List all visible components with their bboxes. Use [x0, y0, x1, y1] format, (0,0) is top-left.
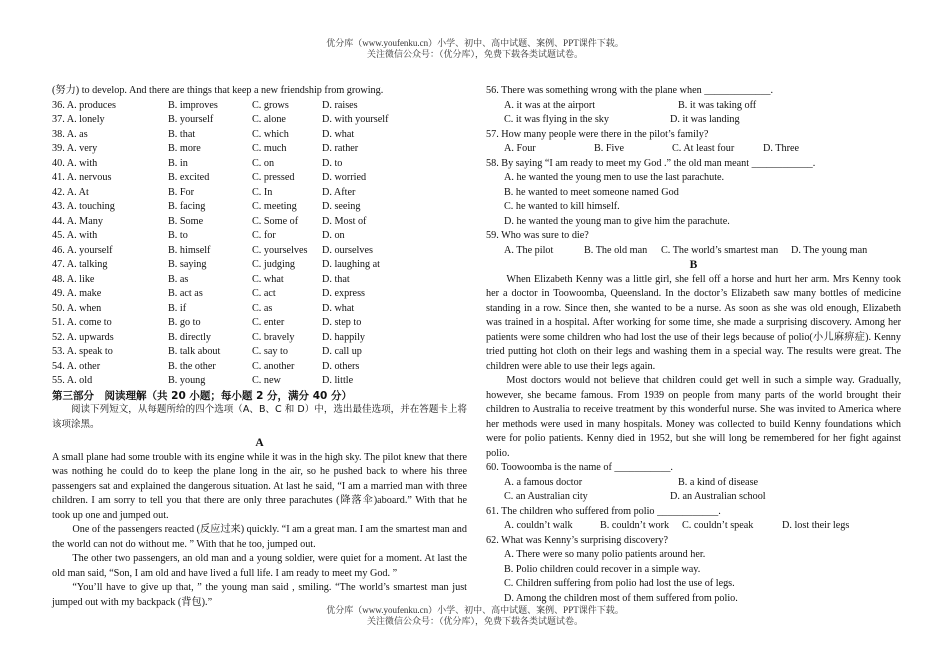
cloze-option-d: D. laughing at	[322, 259, 381, 270]
cloze-option-d: D. that	[322, 273, 350, 285]
q61-option-b: B. couldn’t work	[600, 520, 670, 531]
cloze-option-b: B. in	[168, 157, 188, 169]
q59-options-row	[486, 244, 901, 259]
cloze-row	[52, 113, 467, 128]
cloze-option-a: 50. A. when	[52, 302, 102, 314]
cloze-option-b: B. to	[168, 230, 188, 241]
left-column	[52, 84, 467, 610]
cloze-option-d: D. Most of	[322, 215, 367, 227]
cloze-option-c: C. yourselves	[252, 244, 308, 256]
cloze-option-b: B. saying	[168, 259, 207, 270]
cloze-option-b: B. excited	[168, 172, 210, 183]
cloze-option-d: D. little	[322, 375, 354, 386]
page-footer	[0, 605, 950, 627]
cloze-option-d: D. what	[322, 128, 355, 140]
q61-option-c: C. couldn’t speak	[682, 520, 754, 531]
cloze-option-a: 37. A. lonely	[52, 114, 105, 125]
q62-option-a: A. There were so many polio patients around her.	[504, 549, 706, 560]
q57-stem: 57. How many people were there in the pilot’s family?	[486, 128, 709, 140]
passage-a-para-1: A small plane had some trouble with its engine while it was in the high sky. The pilot knew that there was nothing he could do to keep the plane long in the air, so he pushed back to where his three passengers sat and explained the dangerous situation. At last he said, “I am a married man with three children. I am sorry to tell you that there are only three parachutes (降落伞)aboard.” With that he took up one and jumped out.	[52, 451, 467, 521]
cloze-option-d: D. seeing	[322, 201, 361, 212]
q58-option-b: B. he wanted to meet someone named God	[504, 186, 679, 198]
cloze-option-c: C. bravely	[252, 331, 295, 343]
cloze-option-c: C. new	[252, 375, 281, 386]
q62-option-b: B. Polio children could recover in a simple way.	[504, 563, 701, 575]
page-header	[0, 38, 950, 60]
q58-option-c: C. he wanted to kill himself.	[504, 201, 620, 212]
cloze-option-c: C. act	[252, 288, 276, 299]
cloze-option-d: D. call up	[322, 346, 362, 357]
cloze-option-b: B. young	[168, 375, 206, 386]
q61-stem: 61. The children who suffered from polio ____________.	[486, 505, 721, 517]
cloze-option-b: B. go to	[168, 317, 201, 328]
q58-stem: 58. By saying “I am ready to meet my God .” the old man meant ____________.	[486, 157, 816, 169]
cloze-option-a: 49. A. make	[52, 288, 102, 299]
q60-option-c: C. an Australian city	[504, 491, 588, 502]
cloze-row	[52, 229, 467, 244]
cloze-option-a: 46. A. yourself	[52, 244, 113, 256]
passage-a-label: A	[255, 437, 264, 449]
cloze-option-a: 47. A. talking	[52, 259, 108, 270]
cloze-option-b: B. directly	[168, 331, 212, 343]
cloze-row	[52, 171, 467, 186]
cloze-row	[52, 186, 467, 201]
header-line-1: 优分库（www.youfenku.cn）小学、初中、高中试题、案例、PPT课件下载。	[326, 38, 624, 48]
q57-option-d: D. Three	[763, 143, 800, 154]
cloze-option-b: B. improves	[168, 99, 218, 111]
cloze-option-c: C. what	[252, 273, 284, 285]
cloze-option-d: D. raises	[322, 99, 358, 111]
cloze-option-c: C. on	[252, 157, 275, 169]
passage-a-para-3: The other two passengers, an old man and a young soldier, were quiet for a moment. At last the old man said, “Son, I am old and have lived a full life. I am ready to meet my God. ”	[52, 553, 467, 579]
cloze-option-a: 38. A. as	[52, 128, 88, 140]
passage-b-para-2: Most doctors would not believe that children could get well in such a simple way. Gradually, however, she became famous. From 1939 on people from many parts of the world brought their children to Australia to receive treatment by this wonderful nurse. She was invited to America where her methods were used in many hospitals. Money was collected to build Kenny foundations which were for polio patients. Kenny died in 1952, but she will long be remembered for her fight against polio.	[486, 375, 901, 459]
passage-b-label: B	[689, 259, 698, 271]
cloze-option-a: 55. A. old	[52, 375, 93, 386]
intro-line: (努力) to develop. And there are things that keep a new friendship from growing.	[52, 85, 384, 96]
q60-option-b: B. a kind of disease	[678, 476, 759, 488]
q59-option-b: B. The old man	[584, 244, 648, 256]
cloze-option-b: B. himself	[168, 244, 211, 256]
cloze-row	[52, 273, 467, 288]
cloze-option-c: C. which	[252, 128, 289, 140]
q57-option-a: A. Four	[504, 143, 536, 154]
q59-option-a: A. The pilot	[504, 244, 554, 256]
cloze-option-c: C. In	[252, 186, 273, 198]
q62-option-c: C. Children suffering from polio had lost the use of legs.	[504, 578, 735, 589]
passage-a-para-2: One of the passengers reacted (反应过来) quickly. “I am a great man. I am the smartest man and the world can not do without me. ” With that he too, jumped out.	[52, 524, 467, 550]
cloze-row	[52, 316, 467, 331]
cloze-option-b: B. that	[168, 128, 196, 140]
cloze-row	[52, 345, 467, 360]
cloze-option-a: 51. A. come to	[52, 317, 112, 328]
cloze-option-c: C. judging	[252, 259, 296, 270]
cloze-option-c: C. much	[252, 143, 287, 154]
cloze-option-a: 36. A. produces	[52, 99, 116, 111]
cloze-option-c: C. enter	[252, 317, 285, 328]
cloze-option-b: B. more	[168, 143, 201, 154]
cloze-row	[52, 142, 467, 157]
cloze-option-a: 53. A. speak to	[52, 346, 113, 357]
cloze-option-b: B. if	[168, 302, 187, 314]
cloze-option-d: D. step to	[322, 317, 362, 328]
cloze-option-b: B. talk about	[168, 346, 221, 357]
cloze-option-b: B. facing	[168, 201, 206, 212]
q58-option-d: D. he wanted the young man to give him the parachute.	[504, 215, 730, 227]
q56-options-row-1	[486, 99, 901, 114]
cloze-option-a: 52. A. upwards	[52, 331, 114, 343]
cloze-row	[52, 374, 467, 389]
q57-options-row	[486, 142, 901, 157]
cloze-option-b: B. Some	[168, 215, 204, 227]
cloze-option-a: 54. A. other	[52, 360, 101, 372]
cloze-option-a: 41. A. nervous	[52, 172, 112, 183]
cloze-option-d: D. After	[322, 186, 356, 198]
footer-line-1: 优分库（www.youfenku.cn）小学、初中、高中试题、案例、PPT课件下载。	[326, 605, 624, 615]
q60-stem: 60. Toowoomba is the name of ___________.	[486, 462, 673, 473]
cloze-option-a: 44. A. Many	[52, 215, 103, 227]
cloze-options-list	[52, 99, 467, 389]
footer-line-2: 关注微信公众号：（优分库），免费下载各类试题试卷。	[366, 616, 583, 626]
cloze-option-c: C. for	[252, 230, 276, 241]
instruction: 阅读下列短文，从每题所给的四个选项（A、B、C 和 D）中，选出最佳选项，并在答题卡上将该项涂黑。	[52, 404, 467, 430]
cloze-row	[52, 331, 467, 346]
cloze-option-d: D. on	[322, 230, 345, 241]
cloze-option-b: B. yourself	[168, 114, 214, 125]
q56-option-c: C. it was flying in the sky	[504, 114, 609, 125]
passage-a-para-4: “You’ll have to give up that, ” the young man said , smiling. “The world’s smartest man just jumped out with my backpack (背包).”	[52, 582, 467, 608]
q59-option-c: C. The world’s smartest man	[661, 244, 779, 256]
cloze-option-d: D. to	[322, 157, 343, 169]
cloze-option-d: D. happily	[322, 331, 366, 343]
q60-options-row-2	[486, 490, 901, 505]
q59-option-d: D. The young man	[791, 244, 868, 256]
cloze-row	[52, 157, 467, 172]
cloze-option-d: D. what	[322, 302, 355, 314]
cloze-option-d: D. express	[322, 288, 366, 299]
cloze-option-b: B. For	[168, 186, 195, 198]
cloze-option-d: D. rather	[322, 143, 359, 154]
cloze-option-c: C. pressed	[252, 172, 295, 183]
cloze-option-c: C. another	[252, 360, 295, 372]
q56-options-row-2	[486, 113, 901, 128]
cloze-option-d: D. others	[322, 360, 360, 372]
q57-option-b: B. Five	[594, 143, 625, 154]
cloze-row	[52, 99, 467, 114]
section-title: 第三部分 阅读理解（共 20 小题；每小题 2 分，满分 40 分）	[52, 389, 352, 402]
cloze-option-d: D. worried	[322, 172, 367, 183]
cloze-row	[52, 200, 467, 215]
cloze-option-c: C. say to	[252, 346, 288, 357]
cloze-option-c: C. alone	[252, 114, 286, 125]
q62-stem: 62. What was Kenny’s surprising discovery?	[486, 534, 669, 546]
cloze-row	[52, 360, 467, 375]
right-column	[486, 84, 901, 606]
cloze-row	[52, 302, 467, 317]
cloze-option-b: B. the other	[168, 360, 216, 372]
cloze-option-a: 43. A. touching	[52, 201, 115, 212]
q62-option-d: D. Among the children most of them suffered from polio.	[504, 592, 738, 604]
cloze-option-c: C. Some of	[252, 215, 299, 227]
q59-stem: 59. Who was sure to die?	[486, 230, 589, 241]
cloze-option-a: 45. A. with	[52, 230, 98, 241]
cloze-row	[52, 258, 467, 273]
passage-b-para-1: When Elizabeth Kenny was a little girl, she fell off a horse and hurt her arm. Mrs Kenny took her a doctor in Toowoomba, Queensland. In the doctor’s Elizabeth saw many bottles of medicine standing in a row. Since then, she wanted to be a nurse. As soon as she was old enough, Elizabeth was trained in a hospital. After working for some time, she made a surprising discovery. Among her patients were some children who had lost the use of their legs because of polio(小儿麻痹症). Kenny tried putting hot cloth on their legs and washing them in a special way. The results were great. The children were able to use their legs again.	[486, 273, 901, 372]
cloze-option-a: 40. A. with	[52, 157, 98, 169]
q61-option-d: D. lost their legs	[782, 520, 850, 531]
header-line-2: 关注微信公众号：（优分库），免费下载各类试题试卷。	[366, 49, 583, 59]
cloze-row	[52, 244, 467, 259]
q56-option-a: A. it was at the airport	[504, 99, 596, 111]
q60-option-d: D. an Australian school	[670, 491, 766, 502]
q56-option-d: D. it was landing	[670, 114, 740, 125]
cloze-option-b: B. as	[168, 273, 189, 285]
cloze-row	[52, 287, 467, 302]
cloze-option-a: 39. A. very	[52, 143, 98, 154]
cloze-row	[52, 215, 467, 230]
q56-option-b: B. it was taking off	[678, 99, 757, 111]
cloze-option-c: C. grows	[252, 99, 289, 111]
q58-option-a: A. he wanted the young men to use the last parachute.	[504, 172, 725, 183]
q60-option-a: A. a famous doctor	[504, 476, 583, 488]
cloze-option-a: 42. A. At	[52, 186, 89, 198]
cloze-row	[52, 128, 467, 143]
cloze-option-c: C. meeting	[252, 201, 297, 212]
q61-options-row	[486, 519, 901, 534]
q57-option-c: C. At least four	[672, 143, 735, 154]
cloze-option-d: D. with yourself	[322, 114, 389, 125]
cloze-option-a: 48. A. like	[52, 273, 95, 285]
cloze-option-b: B. act as	[168, 288, 203, 299]
cloze-option-c: C. as	[252, 302, 273, 314]
q56-stem: 56. There was something wrong with the plane when _____________.	[486, 85, 773, 96]
q61-option-a: A. couldn’t walk	[504, 520, 573, 531]
q60-options-row-1	[486, 476, 901, 491]
cloze-option-d: D. ourselves	[322, 244, 373, 256]
